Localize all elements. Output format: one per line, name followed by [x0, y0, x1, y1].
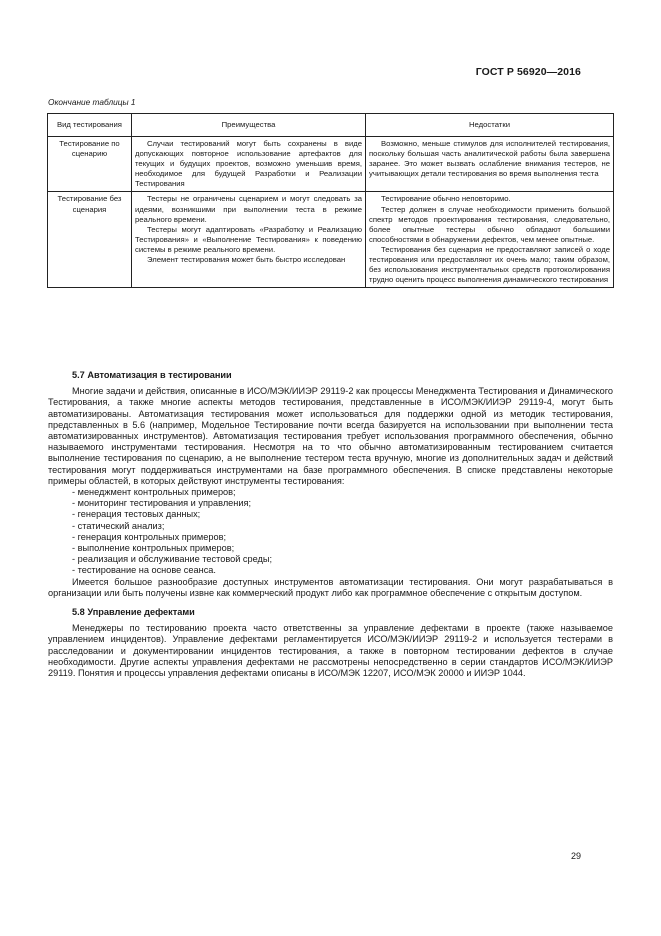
table-row: [48, 192, 614, 288]
list-item: - генерация контрольных примеров;: [48, 532, 613, 543]
section-heading: 5.7 Автоматизация в тестировании: [72, 370, 232, 380]
list-item: - реализация и обслуживание тестовой среды;: [48, 554, 613, 565]
section-5-7: [48, 370, 613, 679]
paragraph: Имеется большое разнообразие доступных инструментов автоматизации тестирования. Они могут разрабатываться в организации или быть получены извне как коммерческий продукт либо как программное обеспечение с открытым доступом.: [48, 576, 613, 598]
advantage-text: Тестеры могут адаптировать «Разработку и Реализацию Тестирования» и «Выполнение Тестирования» к поведению системы в режиме реального времени.: [135, 224, 362, 254]
disadvantage-text: Возможно, меньше стимулов для исполнителей тестирования, поскольку большая часть аналитической работы была завершена заранее. Это может вызвать ослабление внимания тестеров, не учитывающих детали тестирования во время выполнения теста: [369, 139, 610, 179]
list-item: - мониторинг тестирования и управления;: [48, 498, 613, 509]
column-header: Недостатки: [366, 114, 614, 137]
disadvantage-text: Тестирования без сценария не предоставляют записей о ходе тестирования или предоставляют их очень мало; таким образом, без использования инструментальных средств протоколирования трудно оценить процесс выполнения динамического тестирования: [369, 244, 610, 285]
disadvantage-text: Тестер должен в случае необходимости применить большой спектр методов проектирования тестирования, следовательно, более опытные тестеры обычно обладают большими способностями в обнаружении дефектов, чем менее опытные.: [369, 204, 610, 244]
page-number: 29: [570, 851, 581, 861]
list-item: - выполнение контрольных примеров;: [48, 543, 613, 554]
column-header: Преимущества: [132, 114, 366, 137]
table-caption: Окончание таблицы 1: [48, 97, 136, 107]
advantage-text: Тестеры не ограничены сценарием и могут следовать за идеями, возникшими при выполнении теста в режиме реального времени.: [135, 194, 362, 224]
paragraph: Многие задачи и действия, описанные в ИСО/МЭК/ИИЭР 29119-2 как процессы Менеджмента Тестирования и Динамического Тестирования, а также многие аспекты методов тестирования, представленные в ИСО/МЭК/ИИЭР 29119-4, могут быть автоматизированы. Автоматизация тестирования может использоваться для поддержки одной из методик тестирования, представленных в 5.6 (например, Модельное Тестирование почти всегда базируется на использовании при выполнении теста автоматизированных инструментов). Автоматизация тестирования требует использования программного обеспечения, обычно называемого инструментами тестирования. Несмотря на то что обычно автоматизированным тестированием считается выполнение тестирования по сценарию, а не выполнение тестером теста вручную, многие из дополнительных задач и действий тестирования могут поддерживаться инструментами на базе программного обеспечения. В списке представлены некоторые примеры областей, в которых действуют инструменты тестирования:: [48, 386, 613, 486]
disadvantages-cell: [366, 192, 614, 288]
paragraph: Менеджеры по тестированию проекта часто ответственны за управление дефектами в проекте (также называемое управлением инцидентов). Управление дефектами регламентируется ИСО/МЭК/ИИЭР 29119-2 и используется тестерами в расследовании и документировании инцидентов тестирования, а также в повторном тестировании дефектов в случае необходимости. Другие аспекты управления дефектами не рассмотрены непосредственно в серии стандартов ИСО/МЭК/ИИЭР 29119. Понятия и процессы управления дефектами описаны в ИСО/МЭК 12207, ИСО/МЭК 20000 и ИИЭР 1044.: [48, 623, 613, 679]
list-item: - менеджмент контрольных примеров;: [48, 487, 613, 498]
list-item: - генерация тестовых данных;: [48, 509, 613, 520]
advantages-cell: [132, 137, 366, 192]
disadvantages-cell: [366, 137, 614, 192]
section-heading: 5.8 Управление дефектами: [72, 607, 195, 618]
advantage-text: Случаи тестирований могут быть сохранены в виде допускающих повторное использование артефактов для текущих и будущих проектов, возможно уменьшив время, необходимое для будущей Разработки и Реализации Тестирования: [135, 139, 362, 189]
list-item: - статический анализ;: [48, 521, 613, 532]
list-item: - тестирование на основе сеанса.: [48, 565, 613, 576]
testing-type-cell: Тестирование по сценарию: [48, 137, 132, 192]
table-header-row: [48, 114, 614, 137]
disadvantage-text: Тестирование обычно неповторимо.: [381, 194, 511, 204]
comparison-table: [47, 113, 614, 288]
column-header: Вид тестирования: [48, 114, 132, 137]
advantages-cell: [132, 192, 366, 288]
standard-header: ГОСТ Р 56920—2016: [475, 66, 581, 78]
table-row: [48, 137, 614, 192]
testing-type-cell: Тестирование без сценария: [48, 192, 132, 288]
tool-areas-list: [48, 487, 613, 577]
advantage-text: Элемент тестирования может быть быстро исследован: [147, 255, 346, 265]
